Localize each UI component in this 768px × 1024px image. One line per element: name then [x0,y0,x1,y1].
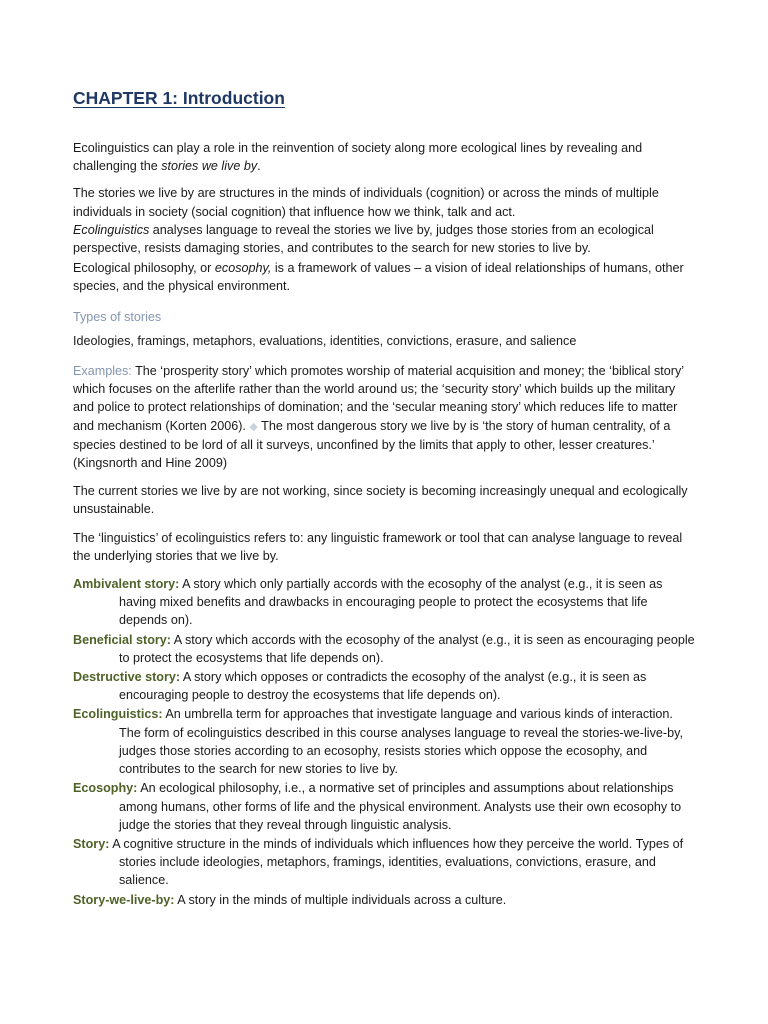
glossary [73,575,695,909]
ecosophy-text: Ecological philosophy, or [73,261,215,276]
glossary-term: Story-we-live-by: [73,892,175,907]
intro-tail: . [257,159,261,174]
examples-text-2: The most dangerous story we live by is ‘the story of human centrality, of a species destined to be lord of all it surveys, unconfined by the limits that apply to other, lesser creatures.’ (Kingsnorth and Hine 2009) [73,418,671,471]
intro-text: Ecolinguistics can play a role in the reinvention of society along more ecological lines by revealing and challenging the [73,141,643,174]
glossary-entry [73,575,695,630]
document-body [73,86,695,910]
examples-label: Examples: [73,364,132,379]
glossary-term: Destructive story: [73,670,181,685]
types-list: Ideologies, framings, metaphors, evaluations, identities, convictions, erasure, and salience [73,333,577,348]
stories-definition-paragraph: The stories we live by are structures in the minds of individuals (cognition) or across the minds of multiple individuals in society (social cognition) that influence how we think, talk and act. [73,186,659,219]
glossary-term: Story: [73,836,110,851]
glossary-entry [73,668,695,704]
ecolinguistics-text: analyses language to reveal the stories we live by, judges those stories from an ecological perspective, resists damaging stories, and contributes to the search for new stories to live by. [73,222,654,256]
glossary-term: Ecosophy: [73,781,138,796]
examples-paragraph [73,362,695,472]
glossary-term: Beneficial story: [73,632,171,647]
ecolinguistics-emphasis: Ecolinguistics [73,222,150,237]
ecosophy-paragraph [73,259,695,295]
glossary-definition: An umbrella term for approaches that investigate language and various kinds of interaction. The form of ecolinguistics described in this course analyses language to reveal the stories-we-live-by, judges those stories according to an ecosophy, resists stories which oppose the ecosophy, and contributes to the search for new stories to live by. [119,707,683,777]
ecosophy-emphasis: ecosophy, [214,261,272,276]
ecolinguistics-paragraph [73,221,695,257]
examples-text-1: The ‘prosperity story’ which promotes worship of material acquisition and money; the ‘biblical story’ which focuses on the afterlife rather than the world around us; the ‘security story’ which builds up the military and police to protect relationships of domination; and the ‘secular meaning story’ which reduces life to matter and mechanism (Korten 2006). [73,364,684,433]
glossary-entry [73,835,695,890]
glossary-term: Ambivalent story: [73,577,180,592]
glossary-definition: An ecological philosophy, i.e., a normative set of principles and assumptions about relationships among humans, other forms of life and the physical environment. Analysts use their own ecosophy to judge the stories that they reveal through linguistic analysis. [119,781,682,832]
intro-emphasis: stories we live by [161,159,258,174]
ecosophy-tail: is a framework of values – a vision of ideal relationships of humans, other species, and the physical environment. [73,261,684,294]
glossary-entry [73,779,695,834]
glossary-entry [73,631,695,667]
linguistics-paragraph: The ‘linguistics’ of ecolinguistics refers to: any linguistic framework or tool that can analyse language to reveal the underlying stories that we live by. [73,530,683,563]
intro-paragraph [73,139,695,175]
glossary-entry [73,891,695,909]
glossary-entry [73,705,695,778]
glossary-definition: A story which opposes or contradicts the ecosophy of the analyst (e.g., it is seen as encouraging people to destroy the ecosystems that life depends on). [119,670,647,703]
glossary-definition: A story in the minds of multiple individuals across a culture. [174,892,507,907]
chapter-title: CHAPTER 1: Introduction [73,88,285,108]
glossary-definition: A story which only partially accords with the ecosophy of the analyst (e.g., it is seen as having mixed benefits and drawbacks in encouraging people to protect the ecosystems that life depends on). [119,577,663,628]
glossary-term: Ecolinguistics: [73,707,163,722]
current-stories-paragraph: The current stories we live by are not working, since society is becoming increasingly unequal and ecologically unsustainable. [73,484,688,517]
types-of-stories-heading: Types of stories [73,309,162,324]
diamond-icon: ◆ [249,420,258,433]
glossary-definition: A cognitive structure in the minds of individuals which influences how they perceive the world. Types of stories include ideologies, metaphors, framings, identities, evaluations, convictions, erasure, and salience. [109,836,684,888]
glossary-definition: A story which accords with the ecosophy of the analyst (e.g., it is seen as encouraging people to protect the ecosystems that life depends on). [119,632,695,665]
